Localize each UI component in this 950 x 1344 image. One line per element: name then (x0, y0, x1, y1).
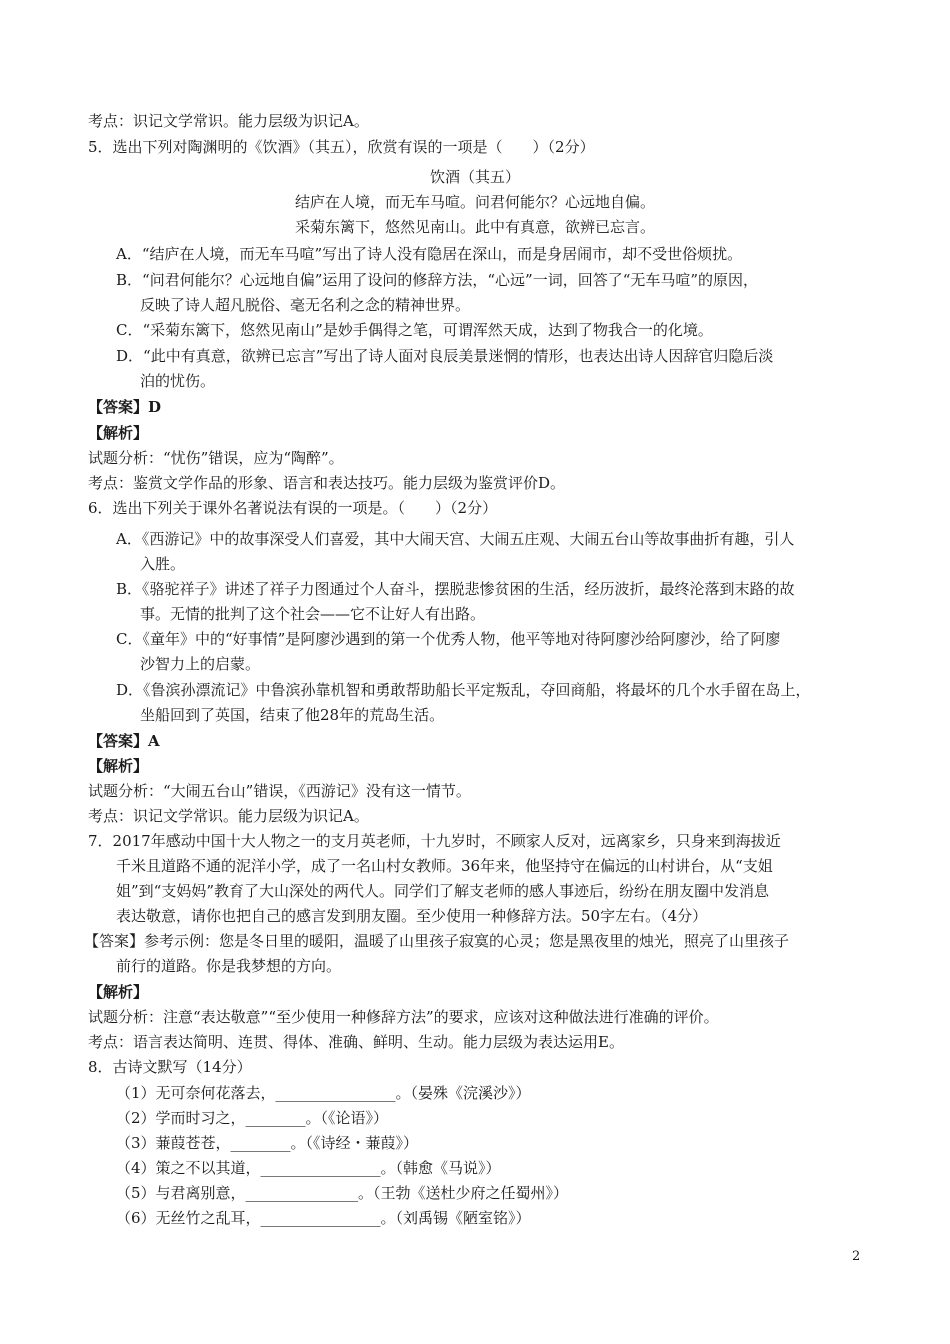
recitation-item: （5）与君离别意，_______________。（王勃《送杜少府之任蜀州》） (116, 1184, 569, 1202)
analysis-label: 【解析】 (88, 983, 149, 1001)
question-8-stem: 8．古诗文默写（14分） (88, 1058, 252, 1076)
question-6-stem: 6．选出下列关于课外名著说法有误的一项是。（ ）（2分） (88, 499, 498, 517)
analysis-label: 【解析】 (88, 424, 149, 442)
option-c: C．《童年》中的“好事情”是阿廖沙遇到的第一个优秀人物，他平等地对待阿廖沙给阿廖沙，给了阿廖 (116, 630, 781, 648)
option-b: B．“问君何能尔？心远地自偏”运用了设问的修辞方法，“心远”一词，回答了“无车马喧”的原因， (116, 271, 759, 289)
page-number: 2 (852, 1249, 861, 1264)
kaodian-line: 考点：语言表达简明、连贯、得体、准确、鲜明、生动。能力层级为表达运用E。 (88, 1033, 624, 1051)
recitation-item: （2）学而时习之，________。（《论语》） (116, 1109, 389, 1127)
option-c: C．“采菊东篱下，悠然见南山”是妙手偶得之笔，可谓浑然天成，达到了物我合一的化境。 (116, 321, 713, 339)
question-5-stem: 5．选出下列对陶渊明的《饮酒》（其五），欣赏有误的一项是（ ）（2分） (88, 138, 595, 156)
option-d: D．“此中有真意，欲辨已忘言”写出了诗人面对良辰美景迷惘的情形，也表达出诗人因辞官归隐后淡 (116, 347, 774, 365)
option-b-continued: 反映了诗人超凡脱俗、毫无名利之念的精神世界。 (140, 296, 471, 314)
option-a-continued: 入胜。 (140, 555, 186, 573)
recitation-item: （1）无可奈何花落去，________________。（晏殊《浣溪沙》） (116, 1084, 531, 1102)
poem-line: 结庐在人境，而无车马喧。问君何能尔？心远地自偏。 (294, 193, 655, 211)
option-d: D．《鲁滨孙漂流记》中鲁滨孙靠机智和勇敢帮助船长平定叛乱，夺回商船，将最坏的几个水手留在岛上， (116, 681, 811, 699)
answer-text: 【答案】参考示例：您是冬日里的暖阳，温暖了山里孩子寂寞的心灵；您是黑夜里的烛光，照亮了山里孩子 (84, 932, 790, 950)
question-7-stem: 7．2017年感动中国十大人物之一的支月英老师，十九岁时，不顾家人反对，远离家乡，只身来到海拔近 (88, 832, 781, 850)
option-d-continued: 泊的忧伤。 (140, 372, 216, 390)
option-d-continued: 坐船回到了英国，结束了他28年的荒岛生活。 (140, 706, 445, 724)
option-a: A．《西游记》中的故事深受人们喜爱，其中大闹天宫、大闹五庄观、大闹五台山等故事曲折有趣，引人 (116, 530, 795, 548)
answer-text-continued: 前行的道路。你是我梦想的方向。 (116, 957, 342, 975)
recitation-item: （6）无丝竹之乱耳，________________。（刘禹锡《陋室铭》） (116, 1209, 531, 1227)
poem-line: 采菊东篱下，悠然见南山。此中有真意，欲辨已忘言。 (294, 218, 655, 236)
option-a: A．“结庐在人境，而无车马喧”写出了诗人没有隐居在深山，而是身居闹市，却不受世俗烦扰。 (116, 245, 743, 263)
answer-label: 【答案】D (88, 398, 162, 416)
question-7-continued: 姐”到“支妈妈”教育了大山深处的两代人。同学们了解支老师的感人事迹后，纷纷在朋友圈中发消息 (116, 882, 770, 900)
question-7-continued: 表达敬意，请你也把自己的感言发到朋友圈。至少使用一种修辞方法。50字左右。（4分） (116, 907, 708, 925)
analysis-text: 试题分析：注意“表达敬意”“至少使用一种修辞方法”的要求，应该对这种做法进行准确的评价。 (88, 1008, 719, 1026)
kaodian-line: 考点：识记文学常识。能力层级为识记A。 (88, 112, 369, 130)
recitation-item: （3）蒹葭苍苍，________。（《诗经・蒹葭》） (116, 1134, 419, 1152)
recitation-item: （4）策之不以其道，________________。（韩愈《马说》） (116, 1159, 501, 1177)
analysis-text: 试题分析：“忧伤”错误，应为“陶醉”。 (88, 449, 344, 467)
kaodian-line: 考点：识记文学常识。能力层级为识记A。 (88, 807, 369, 825)
option-b-continued: 事。无情的批判了这个社会——它不让好人有出路。 (140, 605, 486, 623)
poem-title: 饮酒（其五） (429, 168, 520, 186)
answer-label: 【答案】A (88, 732, 160, 750)
option-b: B．《骆驼祥子》讲述了祥子力图通过个人奋斗，摆脱悲惨贫困的生活，经历波折，最终沦落到末路的故 (116, 580, 795, 598)
analysis-text: 试题分析：“大闹五台山”错误，《西游记》没有这一情节。 (88, 782, 471, 800)
analysis-label: 【解析】 (88, 757, 149, 775)
option-c-continued: 沙智力上的启蒙。 (140, 655, 261, 673)
question-7-continued: 千米且道路不通的泥洋小学，成了一名山村女教师。36年来，他坚持守在偏远的山村讲台，从“支姐 (116, 857, 773, 875)
kaodian-line: 考点：鉴赏文学作品的形象、语言和表达技巧。能力层级为鉴赏评价D。 (88, 474, 566, 492)
